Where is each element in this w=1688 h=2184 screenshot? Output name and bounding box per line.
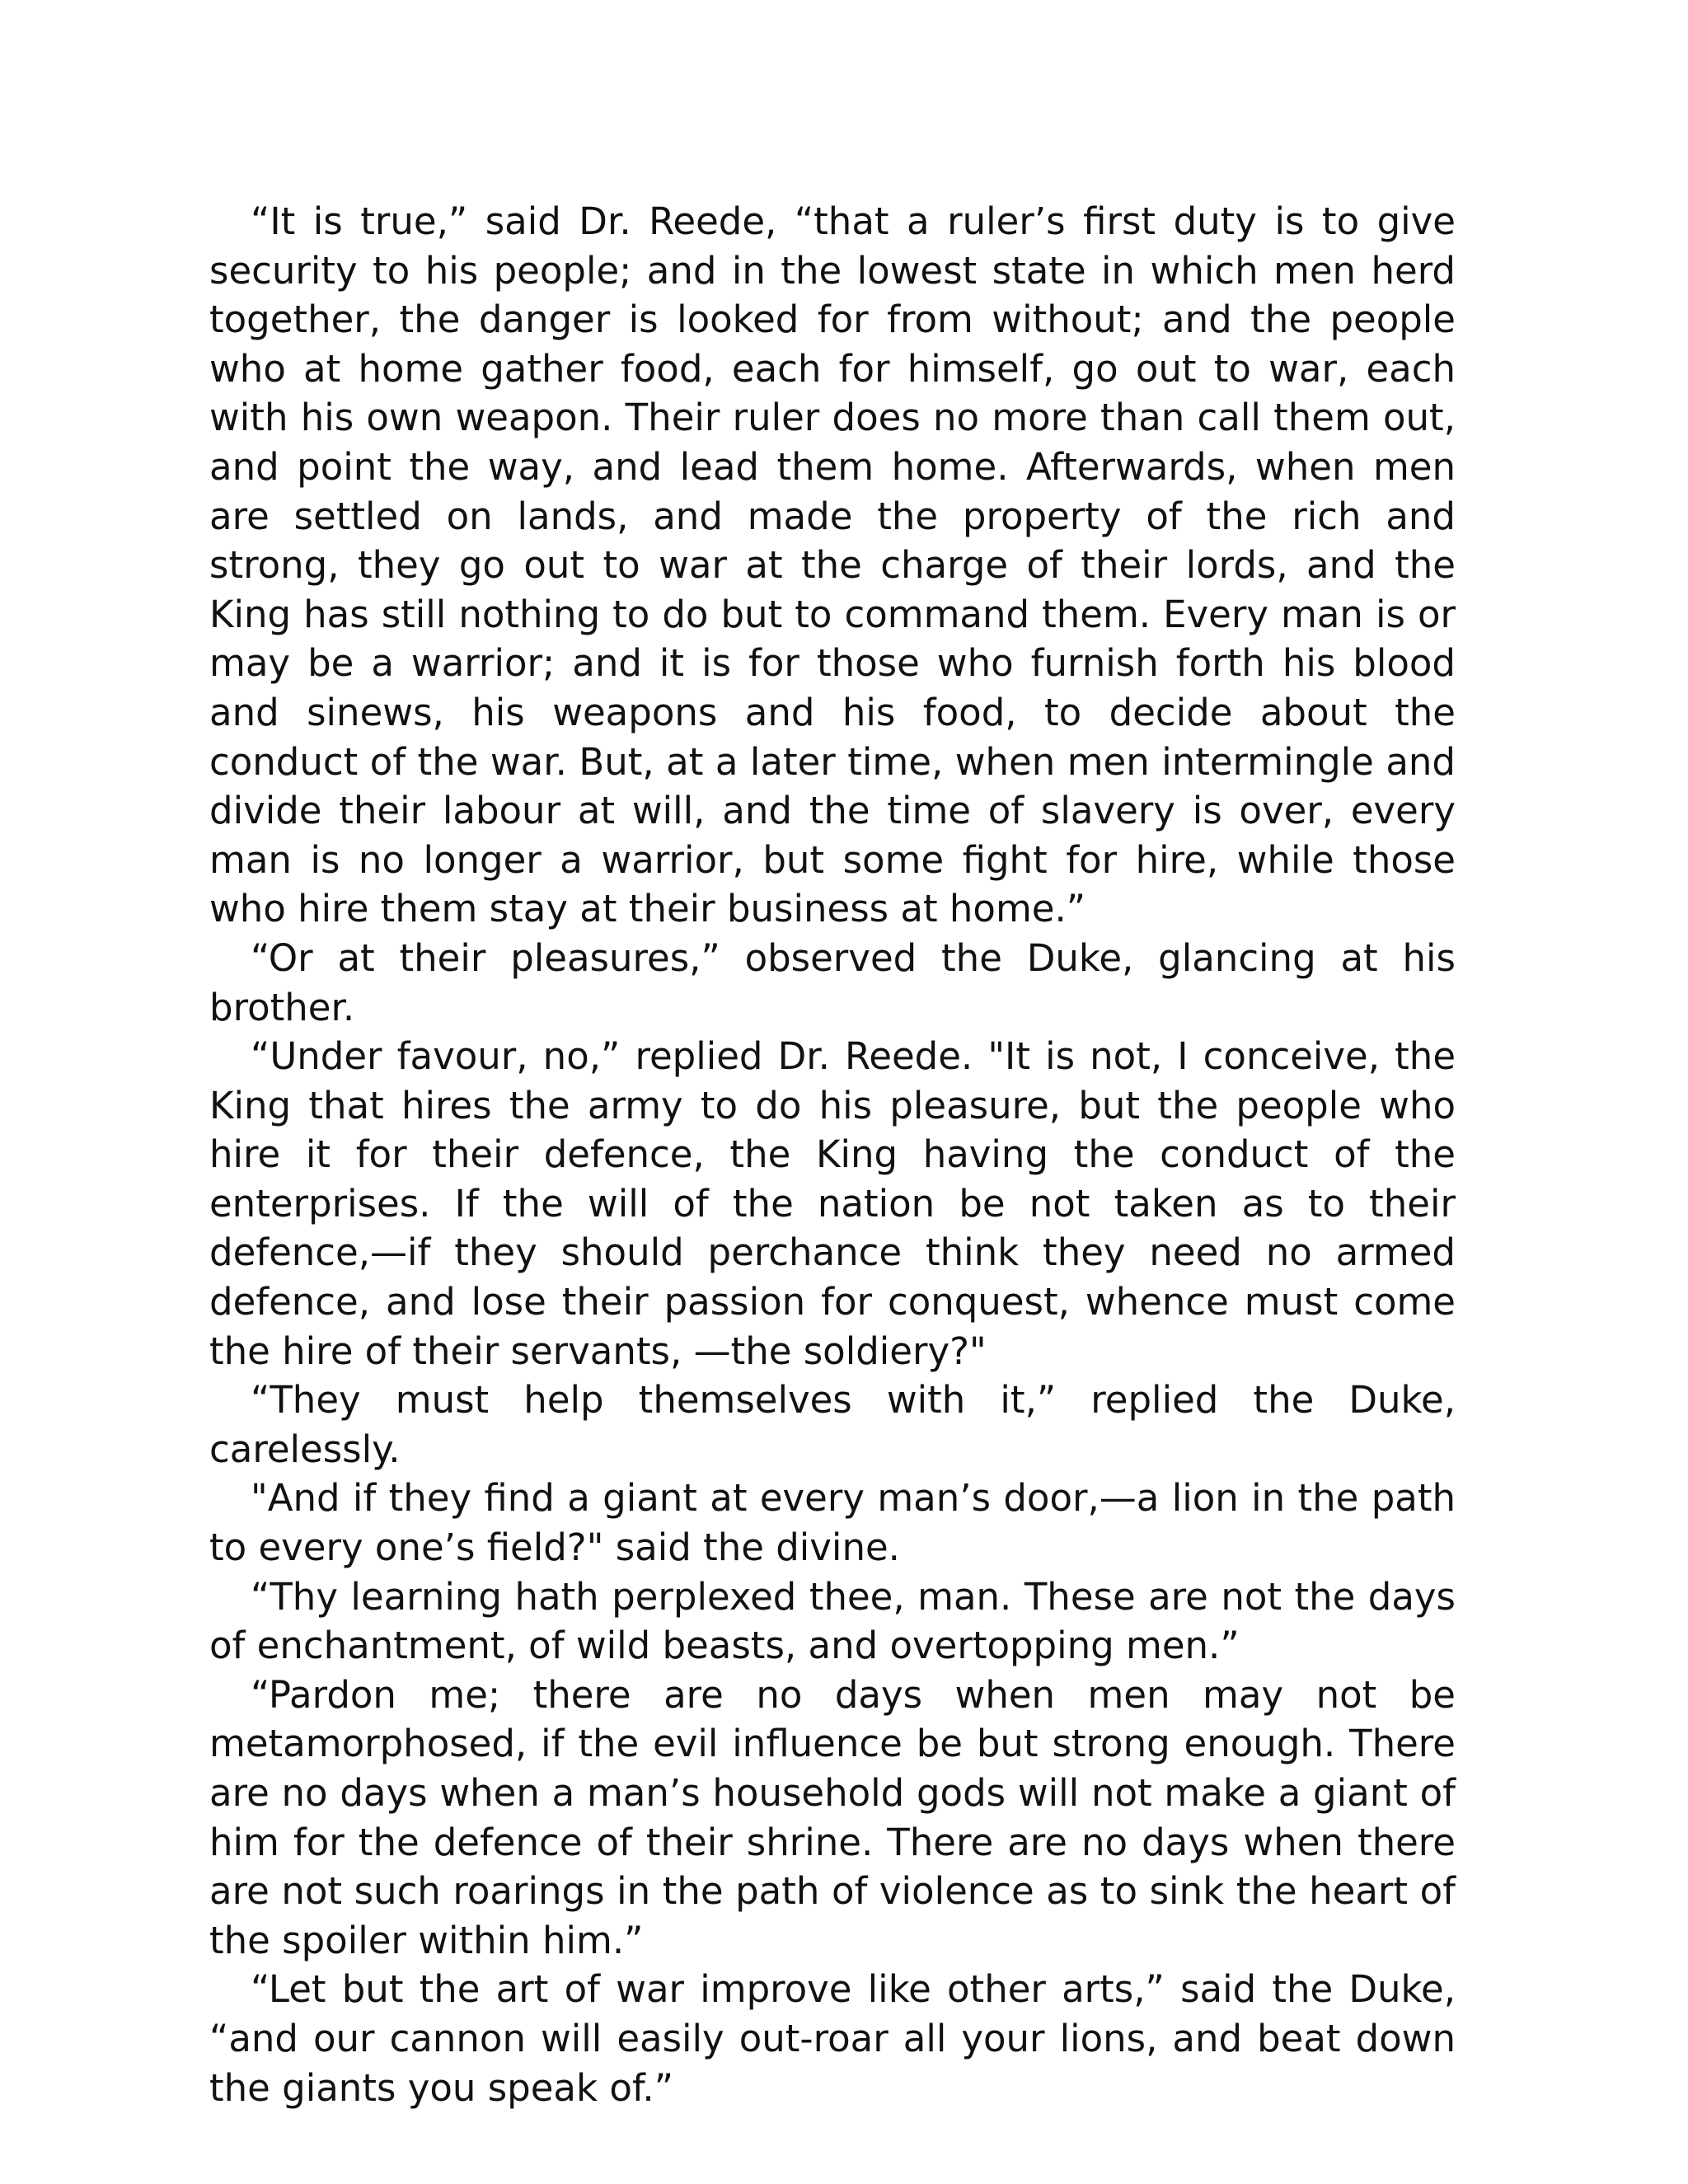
paragraph-4: “They must help themselves with it,” replied the Duke, carelessly.	[209, 1378, 1456, 1471]
paragraph-8: “Let but the art of war improve like other arts,” said the Duke, “and our cannon will easily out-roar all your lions, and beat down the giants you speak of.”	[209, 1967, 1456, 2110]
paragraph-7: “Pardon me; there are no days when men may not be metamorphosed, if the evil influence be but strong enough. There are no days when a man’s household gods will not make a giant of him for the defence of their shrine. There are no days when there are not such roarings in the path of violence as to sink the heart of the spoiler within him.”	[209, 1672, 1456, 1962]
paragraph-1: “It is true,” said Dr. Reede, “that a ruler’s first duty is to give security to his people; and in the lowest state in which men herd together, the danger is looked for from without; and the people who at home gather food, each for himself, go out to war, each with his own weapon. Their ruler does no more than call them out, and point the way, and lead them home. Afterwards, when men are settled on lands, and made the property of the rich and strong, they go out to war at the charge of their lords, and the King has still nothing to do but to command them. Every man is or may be a warrior; and it is for those who furnish forth his blood and sinews, his weapons and his food, to decide about the conduct of the war. But, at a later time, when men intermingle and divide their labour at will, and the time of slavery is over, every man is no longer a warrior, but some fight for hire, while those who hire them stay at their business at home.”	[209, 199, 1456, 931]
paragraph-5: "And if they find a giant at every man’s door,—a lion in the path to every one’s field?" said the divine.	[209, 1476, 1456, 1570]
paragraph-6: “Thy learning hath perplexed thee, man. These are not the days of enchantment, of wild beasts, and overtopping men.”	[209, 1574, 1456, 1668]
page-text	[209, 197, 1456, 2112]
paragraph-2: “Or at their pleasures,” observed the Duke, glancing at his brother.	[209, 935, 1456, 1029]
paragraph-3: “Under favour, no,” replied Dr. Reede. "It is not, I conceive, the King that hires the army to do his pleasure, but the people who hire it for their defence, the King having the conduct of the enterprises. If the will of the nation be not taken as to their defence,—if they should perchance think they need no armed defence, and lose their passion for conquest, whence must come the hire of their servants, —the soldiery?"	[209, 1034, 1456, 1373]
